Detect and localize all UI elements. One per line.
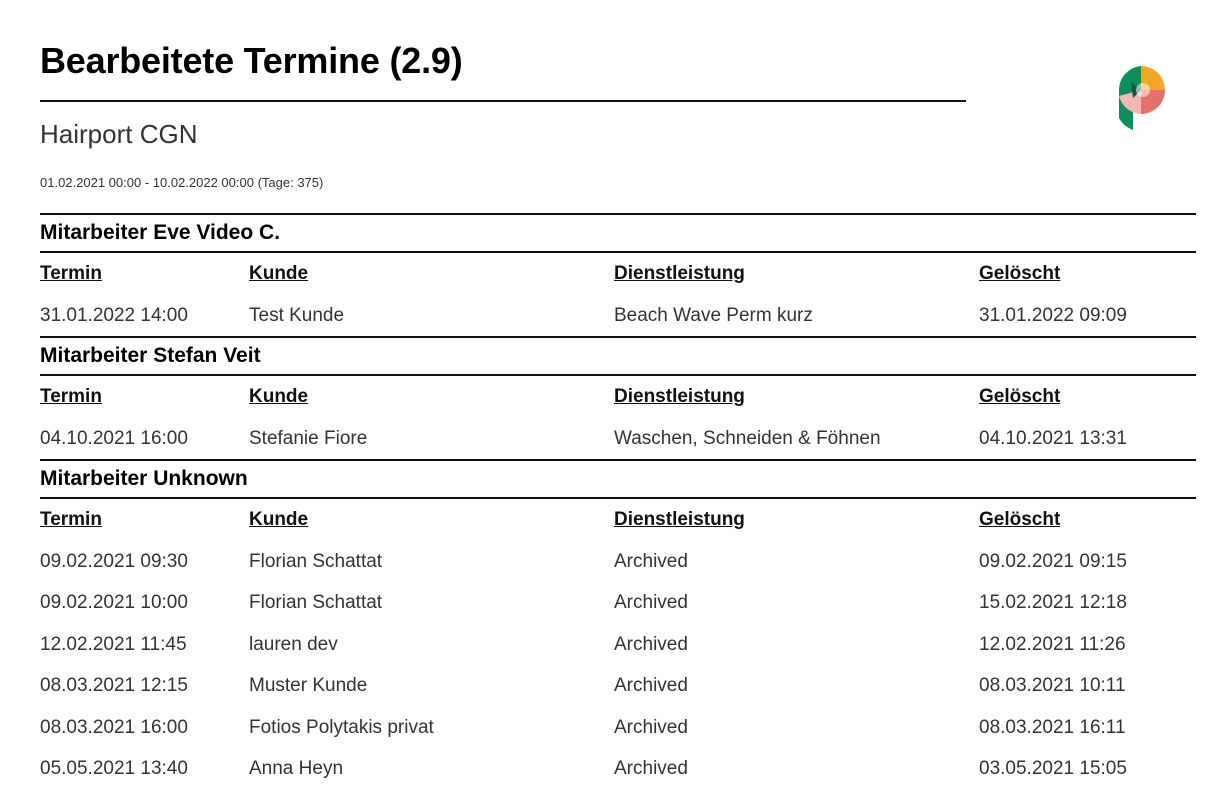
- cell-geloescht: 09.02.2021 09:15: [979, 550, 1127, 572]
- cell-geloescht: 31.01.2022 09:09: [979, 304, 1127, 326]
- cell-termin: 05.05.2021 13:40: [40, 758, 188, 779]
- page-title: Bearbeitete Termine (2.9): [40, 40, 463, 81]
- employee-header: Mitarbeiter Stefan Veit: [40, 336, 1196, 376]
- employee-header: Mitarbeiter Eve Video C.: [40, 213, 1196, 253]
- column-header-termin: Termin: [40, 263, 102, 284]
- salon-name: Hairport CGN: [40, 119, 198, 149]
- p-logo-icon: [1113, 60, 1169, 132]
- cell-geloescht: 08.03.2021 10:11: [979, 675, 1126, 696]
- table-row: [40, 418, 1196, 460]
- cell-dienstleistung: Archived: [614, 716, 688, 738]
- cell-termin: 09.02.2021 10:00: [40, 592, 188, 613]
- cell-geloescht: 04.10.2021 13:31: [979, 427, 1127, 449]
- title-divider: [40, 100, 966, 102]
- cell-termin: 31.01.2022 14:00: [40, 304, 188, 326]
- column-header-termin: Termin: [40, 386, 102, 407]
- table-row: [40, 665, 1196, 707]
- date-range: 01.02.2021 00:00 - 10.02.2022 00:00 (Tage: 375): [40, 175, 324, 190]
- cell-termin: 12.02.2021 11:45: [40, 633, 187, 655]
- column-header-dienstleistung: Dienstleistung: [614, 386, 745, 407]
- employee-header: Mitarbeiter Unknown: [40, 459, 1196, 499]
- column-header-kunde: Kunde: [249, 386, 309, 407]
- cell-kunde: Anna Heyn: [249, 758, 344, 779]
- table-row: [40, 582, 1196, 624]
- cell-kunde: lauren dev: [249, 633, 338, 655]
- cell-kunde: Stefanie Fiore: [249, 427, 368, 449]
- column-header-dienstleistung: Dienstleistung: [614, 263, 745, 284]
- table-row: [40, 541, 1196, 583]
- report-table: [40, 213, 1196, 790]
- employee-section: [40, 213, 1196, 336]
- column-header-geloescht: Gelöscht: [979, 386, 1061, 407]
- cell-termin: 08.03.2021 16:00: [40, 716, 188, 738]
- cell-kunde: Muster Kunde: [249, 675, 368, 696]
- column-header-geloescht: Gelöscht: [979, 509, 1061, 530]
- cell-termin: 09.02.2021 09:30: [40, 550, 188, 572]
- column-header-kunde: Kunde: [249, 263, 309, 284]
- cell-kunde: Test Kunde: [249, 304, 345, 326]
- cell-kunde: Florian Schattat: [249, 592, 383, 613]
- column-header-kunde: Kunde: [249, 509, 309, 530]
- cell-dienstleistung: Archived: [614, 675, 688, 696]
- table-row: [40, 624, 1196, 666]
- cell-dienstleistung: Waschen, Schneiden & Föhnen: [614, 427, 881, 449]
- column-header-termin: Termin: [40, 509, 102, 530]
- table-row: [40, 295, 1196, 337]
- cell-dienstleistung: Archived: [614, 758, 688, 779]
- column-header-row: [40, 253, 1196, 295]
- table-row: [40, 748, 1196, 790]
- cell-termin: 04.10.2021 16:00: [40, 427, 188, 449]
- cell-dienstleistung: Archived: [614, 633, 688, 655]
- employee-section: [40, 336, 1196, 459]
- column-header-row: [40, 499, 1196, 541]
- table-row: [40, 707, 1196, 749]
- cell-kunde: Fotios Polytakis privat: [249, 716, 434, 738]
- cell-geloescht: 15.02.2021 12:18: [979, 592, 1127, 613]
- cell-kunde: Florian Schattat: [249, 550, 383, 572]
- cell-dienstleistung: Archived: [614, 550, 688, 572]
- cell-geloescht: 12.02.2021 11:26: [979, 633, 1126, 655]
- cell-dienstleistung: Beach Wave Perm kurz: [614, 304, 813, 326]
- column-header-row: [40, 376, 1196, 418]
- employee-section: [40, 459, 1196, 790]
- cell-geloescht: 03.05.2021 15:05: [979, 758, 1127, 779]
- cell-dienstleistung: Archived: [614, 592, 688, 613]
- cell-geloescht: 08.03.2021 16:11: [979, 716, 1126, 738]
- cell-termin: 08.03.2021 12:15: [40, 675, 188, 696]
- column-header-dienstleistung: Dienstleistung: [614, 509, 745, 530]
- column-header-geloescht: Gelöscht: [979, 263, 1061, 284]
